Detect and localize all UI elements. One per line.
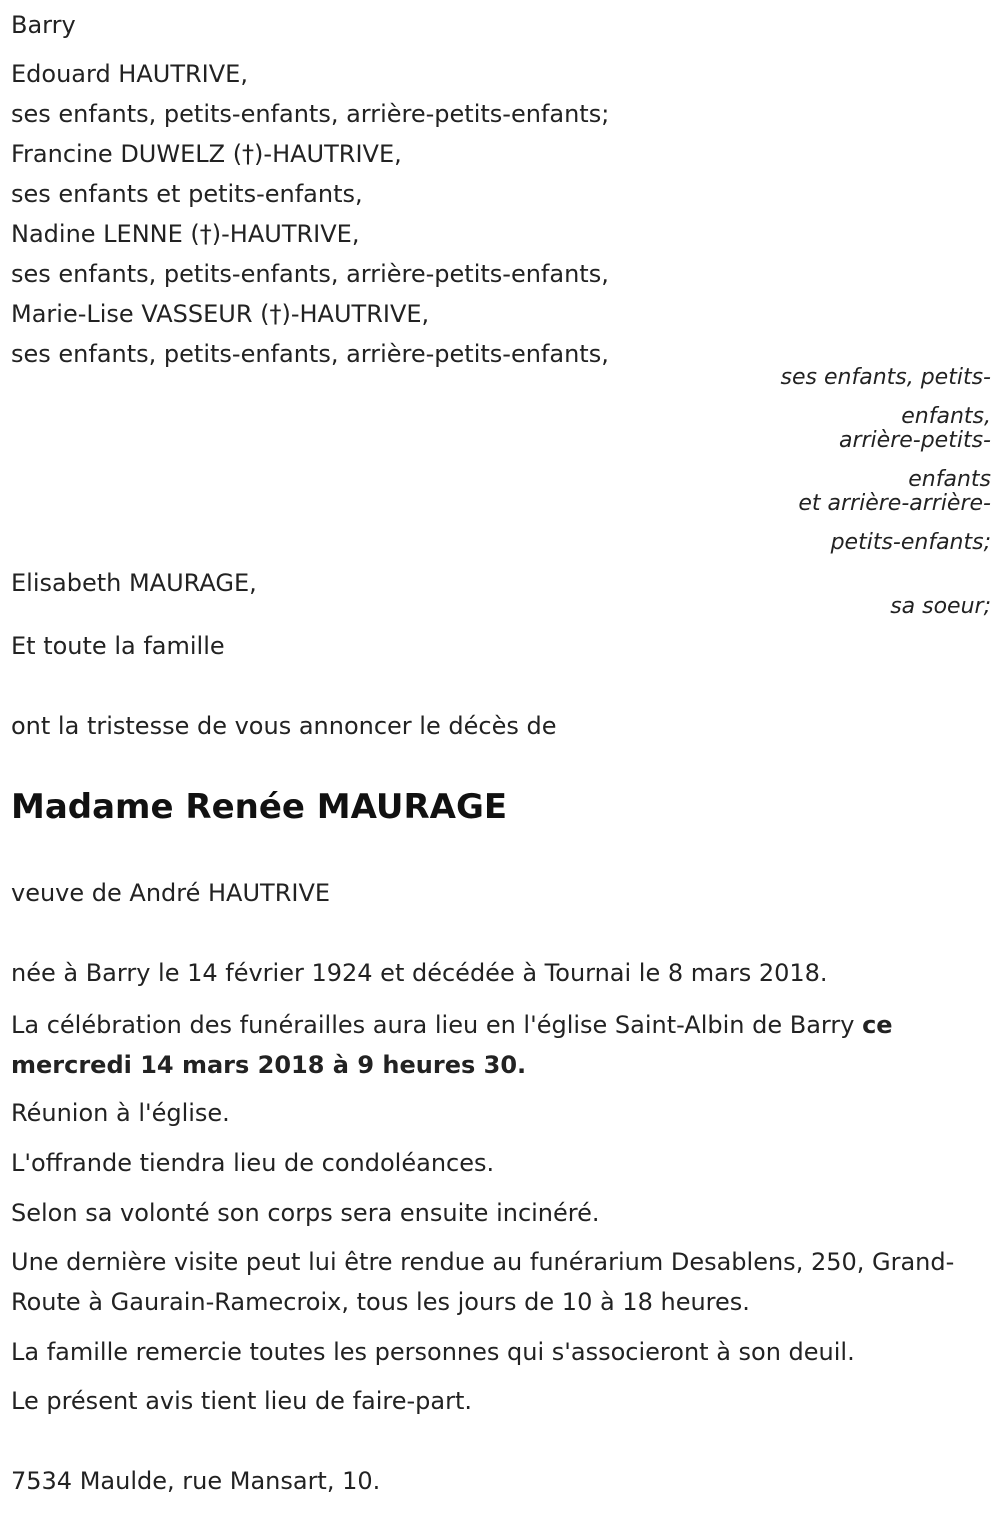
offering: L'offrande tiendra lieu de condoléances. <box>11 1149 495 1177</box>
family-line: ses enfants, petits-enfants, arrière-petits-enfants, <box>11 340 609 368</box>
funeral-paragraph <box>11 1005 991 1085</box>
place-heading: Barry <box>11 11 76 39</box>
descendants-note-line: arrière-petits- <box>838 428 991 453</box>
family-line: ses enfants et petits-enfants, <box>11 180 363 208</box>
announcement: ont la tristesse de vous annoncer le décès de <box>11 712 557 740</box>
family-line: Nadine LENNE (†)-HAUTRIVE, <box>11 220 360 248</box>
deceased-name: Madame Renée MAURAGE <box>11 787 508 827</box>
descendants-note-line: petits-enfants; <box>830 530 991 555</box>
family-line: Edouard HAUTRIVE, <box>11 60 248 88</box>
family-line: Marie-Lise VASSEUR (†)-HAUTRIVE, <box>11 300 430 328</box>
cremation: Selon sa volonté son corps sera ensuite incinéré. <box>11 1199 600 1227</box>
descendants-note-line: enfants <box>908 467 991 492</box>
notice: Le présent avis tient lieu de faire-part. <box>11 1387 473 1415</box>
visit-paragraph: Une dernière visite peut lui être rendue au funérarium Desablens, 250, Grand-Route à Gaurain-Ramecroix, tous les jours de 10 à 18 heures. <box>11 1248 955 1316</box>
descendants-note-line: ses enfants, petits- <box>780 365 991 390</box>
family-line: ses enfants, petits-enfants, arrière-petits-enfants, <box>11 260 609 288</box>
birth-death: née à Barry le 14 février 1924 et décédée à Tournai le 8 mars 2018. <box>11 959 828 987</box>
family-all: Et toute la famille <box>11 632 225 660</box>
sister-name: Elisabeth MAURAGE, <box>11 569 257 597</box>
address: 7534 Maulde, rue Mansart, 10. <box>11 1467 381 1495</box>
thanks: La famille remercie toutes les personnes qui s'associeront à son deuil. <box>11 1338 855 1366</box>
funeral-date: ce mercredi 14 mars 2018 à 9 heures 30. <box>11 1011 893 1079</box>
family-line: ses enfants, petits-enfants, arrière-petits-enfants; <box>11 100 610 128</box>
descendants-note-line: enfants, <box>901 404 991 429</box>
sister-role: sa soeur; <box>890 594 991 619</box>
funeral-text: La célébration des funérailles aura lieu en l'église Saint-Albin de Barry <box>11 1011 863 1039</box>
descendants-note-line: et arrière-arrière- <box>798 491 991 516</box>
widow-of: veuve de André HAUTRIVE <box>11 879 331 907</box>
family-line: Francine DUWELZ (†)-HAUTRIVE, <box>11 140 402 168</box>
meeting: Réunion à l'église. <box>11 1099 230 1127</box>
